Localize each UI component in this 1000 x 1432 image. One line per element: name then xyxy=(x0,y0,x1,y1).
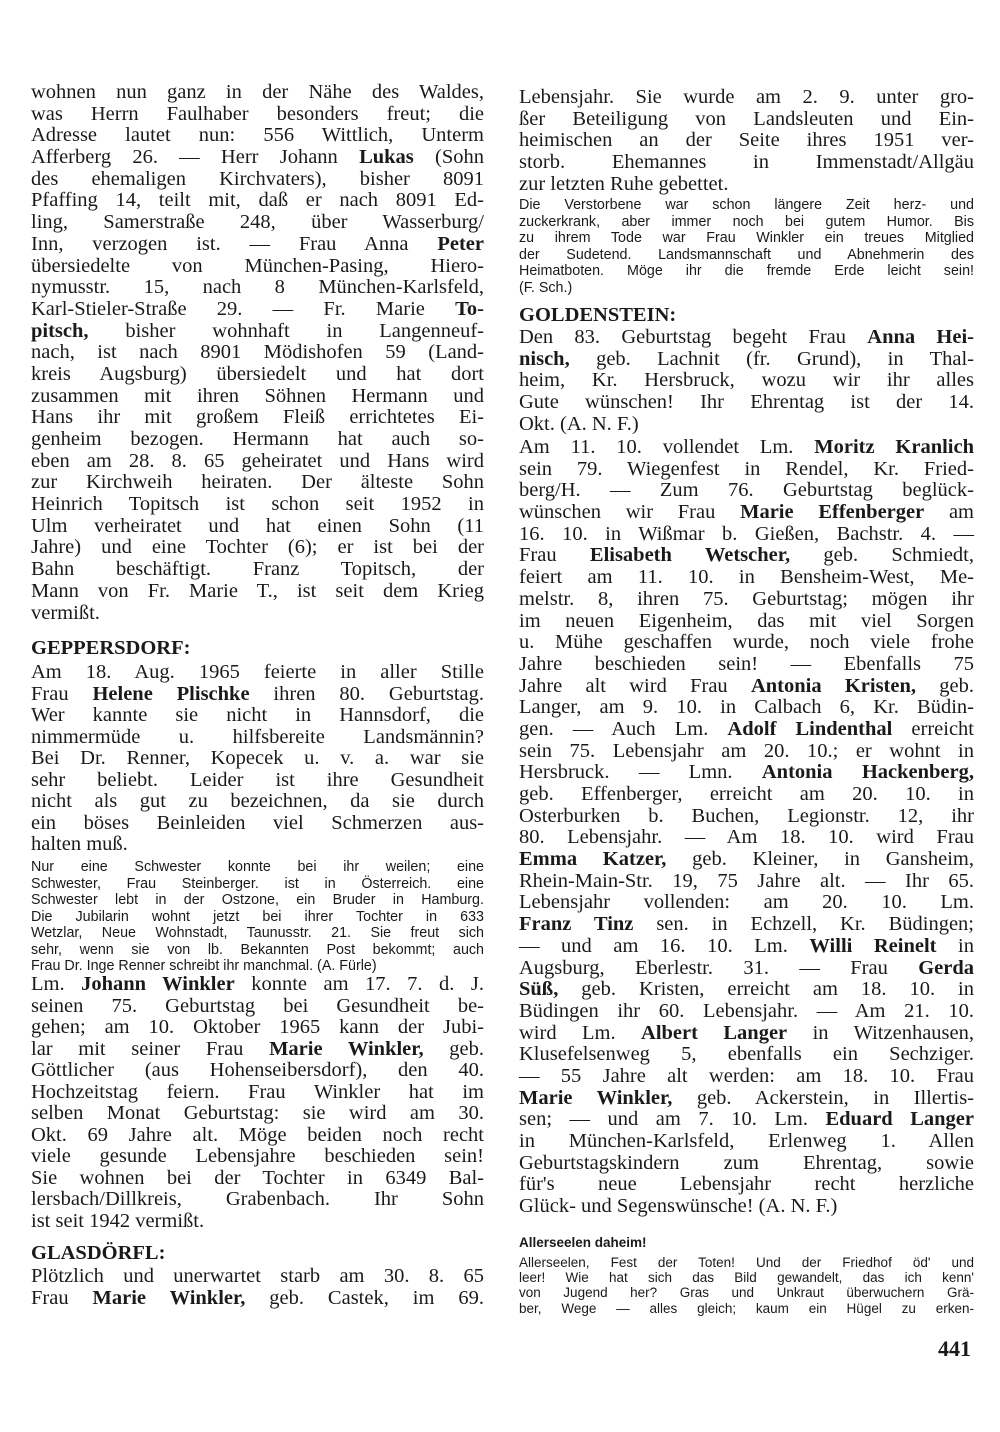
text-line: 16. 10. in Wißmar b. Gießen, Bachstr. 4. — xyxy=(519,522,974,545)
text-line: sein 75. Lebensjahr am 20. 10.; er wohnt in xyxy=(519,739,974,762)
text-segment: (Sohn xyxy=(413,146,485,169)
text-line: leer! Wie hat sich das Bild gewandelt, das ich kenn' xyxy=(519,1270,974,1286)
text-line: Okt. 69 Jahre alt. Möge beiden noch recht xyxy=(31,1123,484,1146)
text-line: ling, Samerstraße 248, über Wasserburg/ xyxy=(31,211,484,234)
text-line: geb. Effenberger, erreicht am 20. 10. in xyxy=(519,783,974,805)
text-line: kreis Augsburg) übersiedelt und hat dort xyxy=(31,362,484,385)
text-line: selben Monat Geburtstag: sie wird am 30. xyxy=(31,1102,484,1124)
text-line: Schwester lebt in der Ostzone, ein Bruder in Hamburg. xyxy=(31,892,484,908)
text-line: wohnen nun ganz in der Nähe des Waldes, xyxy=(31,81,484,103)
text-line: Nur eine Schwester konnte bei ihr weilen; eine xyxy=(31,859,484,875)
text-line: nymusstr. 15, nach 8 München-Karlsfeld, xyxy=(31,276,484,299)
text-line: Lebensjahr vollenden: am 20. 10. Lm. xyxy=(519,891,974,914)
text-line: was Herrn Faulhaber besonders freut; die xyxy=(31,102,484,125)
text-line: melstr. 8, ihren 75. Geburtstag; mögen ihr xyxy=(519,587,974,610)
text-line: Rhein-Main-Str. 19, 75 Jahre alt. — Ihr 65. xyxy=(519,869,974,892)
text-line: Lebensjahr. Sie wurde am 2. 9. unter gro- xyxy=(519,86,974,108)
text-line: Jahre) und eine Tochter (6); er ist bei der xyxy=(31,536,484,559)
bold-name: Marie Winkler, xyxy=(92,1286,246,1309)
text-line xyxy=(519,849,974,871)
poem-allerseelen xyxy=(519,1255,974,1316)
bold-name: nisch, xyxy=(519,347,570,370)
text-line xyxy=(31,234,484,256)
text-line: des ehemaligen Kirchvaters), bisher 8091 xyxy=(31,167,484,190)
text-line: Wetzlar, Neue Wohnstadt, Taunusstr. 21. Sie freut sich xyxy=(31,925,484,941)
heading-glasdoerfl: GLASDÖRFL: xyxy=(31,1242,166,1264)
text-line: übersiedelte von München-Pasing, Hiero- xyxy=(31,254,484,277)
bold-name: Franz Tinz xyxy=(519,913,634,936)
text-line xyxy=(519,979,974,1001)
page-number: 441 xyxy=(938,1336,971,1361)
text-line: Sie wohnen bei der Tochter in 6349 Bal- xyxy=(31,1166,484,1189)
text-line xyxy=(519,349,974,371)
text-line: Klusefelsenweg 5, ebenfalls ein Sechziger. xyxy=(519,1043,974,1066)
text-segment: geb. Kristen, erreicht am 18. 10. in xyxy=(558,978,974,1001)
text-segment: sen. in Echzell, Kr. Büdingen; xyxy=(633,913,974,936)
text-segment: Inn, verzogen ist. — Frau Anna xyxy=(31,232,438,255)
text-segment: wünschen wir Frau xyxy=(519,501,741,524)
text-line: Adresse lautet nun: 556 Wittlich, Unterm xyxy=(31,124,484,147)
text-line: Bei Dr. Renner, Kopecek u. v. a. war sie xyxy=(31,747,484,769)
text-line: Frau Dr. Inge Renner schreibt ihr manchmal. (A. Fürle) xyxy=(31,958,377,974)
heading-goldenstein: GOLDENSTEIN: xyxy=(519,304,677,326)
text-line xyxy=(519,327,974,349)
text-line xyxy=(519,1109,974,1131)
text-line: u. Mühe geschaffen wurde, noch viele frohe xyxy=(519,631,974,654)
heading-allerseelen: Allerseelen daheim! xyxy=(519,1235,647,1250)
text-line xyxy=(31,147,484,169)
text-line: Osterburken b. Buchen, Legionstr. 12, ihr xyxy=(519,804,974,827)
text-line: für's neue Lebensjahr recht herzliche xyxy=(519,1173,974,1196)
text-line: Pfaffing 14, teilt mit, daß er nach 8091 Ed- xyxy=(31,189,484,212)
bold-name: Albert Langer xyxy=(641,1021,788,1044)
text-segment: geb. Lachnit (fr. Grund), in Thal- xyxy=(569,347,974,370)
text-line: zur Kirchweih heiraten. Der älteste Sohn xyxy=(31,471,484,494)
text-line: berg/H. — Zum 76. Geburtstag beglück- xyxy=(519,479,974,502)
bold-name: Marie Effenberger xyxy=(740,501,925,524)
paragraph-obit-continued xyxy=(519,87,974,195)
text-line: Okt. (A. N. F.) xyxy=(519,412,639,435)
text-line xyxy=(519,914,974,936)
text-line: (F. Sch.) xyxy=(519,279,573,296)
heading-geppersdorf: GEPPERSDORF: xyxy=(31,637,191,659)
text-line: Schwester, Frau Steinberger. ist in Österreich. eine xyxy=(31,875,484,892)
text-segment: — und am 16. 10. Lm. xyxy=(519,934,810,957)
text-line: in München-Karlsfeld, Erlenweg 1. Allen xyxy=(519,1130,974,1152)
text-line: heim, Kr. Hersbruck, wozu wir ihr alles xyxy=(519,369,974,392)
text-segment: Frau xyxy=(31,1286,93,1309)
text-line xyxy=(519,936,974,958)
text-line xyxy=(31,321,484,343)
text-line: der Sudetend. Landsmannschaft und Abnehmerin des xyxy=(519,246,974,263)
text-line: ßer Beteiligung von Landsleuten und Ein- xyxy=(519,107,974,130)
bold-name: Süß, xyxy=(519,978,559,1001)
text-line xyxy=(519,545,974,567)
text-line: Am 18. Aug. 1965 feierte in aller Stille xyxy=(31,661,484,683)
text-segment: Am 11. 10. vollendet Lm. xyxy=(519,436,815,458)
paragraph-marie-winkler-obit xyxy=(31,1266,484,1309)
text-line xyxy=(31,684,484,706)
bold-name: Moritz Kranlich xyxy=(814,436,974,458)
text-line: storb. Ehemannes in Immenstadt/Allgäu xyxy=(519,151,974,174)
text-line xyxy=(519,437,974,459)
text-line: zu ihrem Tode war Frau Winkler ein treues Mitglied xyxy=(519,230,974,246)
paragraph-plischke xyxy=(31,662,484,856)
text-segment: geb. xyxy=(423,1037,484,1060)
bold-name: Antonia Hackenberg, xyxy=(761,761,974,784)
text-line: vermißt. xyxy=(31,601,100,624)
text-line xyxy=(519,719,974,741)
text-line xyxy=(519,958,974,980)
text-line: Mann von Fr. Marie T., ist seit dem Krieg xyxy=(31,579,484,602)
paragraph-birthdays xyxy=(519,437,974,1218)
bold-name: Elisabeth Wetscher, xyxy=(589,544,791,567)
text-line: Hochzeitstag feiern. Frau Winkler hat im xyxy=(31,1080,484,1103)
text-line: Göttlicher (aus Hohenseibersdorf), den 40. xyxy=(31,1059,484,1081)
text-line: Ulm verheiratet und hat einen Sohn (11 xyxy=(31,514,484,537)
text-segment: konnte am 17. 7. d. J. xyxy=(234,973,484,995)
text-line: Büdingen ihr 60. Lebensjahr. — Am 21. 10. xyxy=(519,999,974,1022)
text-segment: Hersbruck. — Lmn. xyxy=(519,761,762,784)
text-segment: bisher wohnhaft in Langenneuf- xyxy=(88,319,484,342)
text-line xyxy=(31,1288,484,1310)
note-fuerle xyxy=(31,859,484,975)
text-line: viele gesunde Lebensjahre beschieden sein! xyxy=(31,1145,484,1167)
note-fsch xyxy=(519,197,974,296)
text-line: im neuen Eigenheim, das mit viel Sorgen xyxy=(519,609,974,632)
text-line: Gute wünschen! Ihr Ehrentag ist der 14. xyxy=(519,391,974,414)
bold-name: Willi Reinelt xyxy=(809,934,937,957)
text-segment: Afferberg 26. — Herr Johann xyxy=(31,146,360,169)
text-line: halten muß. xyxy=(31,833,128,855)
text-line: zusammen mit ihren Söhnen Hermann und xyxy=(31,384,484,407)
text-line: von Jugend her? Gras und Unkraut überwuchern Grä- xyxy=(519,1285,974,1301)
text-segment: Jahre alt wird Frau xyxy=(519,674,751,697)
bold-name: Eduard Langer xyxy=(825,1108,974,1131)
text-line: feiert am 11. 10. in Bensheim-West, Me- xyxy=(519,566,974,589)
text-segment: geb. Kleiner, in Gansheim, xyxy=(666,848,974,871)
text-line: nimmermüde u. hilfsbereite Landsmännin? xyxy=(31,725,484,748)
text-line xyxy=(519,1088,974,1110)
paragraph-johann-winkler xyxy=(31,974,484,1232)
text-segment: in Witzenhausen, xyxy=(787,1021,974,1044)
bold-name: Emma Katzer, xyxy=(519,848,667,871)
text-segment: gen. — Auch Lm. xyxy=(519,717,728,740)
text-line: ist seit 1942 vermißt. xyxy=(31,1209,205,1232)
text-segment: Frau xyxy=(31,682,93,705)
text-line: ein böses Beinleiden viel Schmerzen aus- xyxy=(31,811,484,834)
text-line: Heinrich Topitsch ist schon seit 1952 in xyxy=(31,493,484,516)
text-line: — 55 Jahre alt werden: am 18. 10. Frau xyxy=(519,1064,974,1087)
bold-name: To- xyxy=(455,297,484,320)
bold-name: Gerda xyxy=(918,956,974,979)
text-segment: geb. Schmiedt, xyxy=(790,544,974,567)
text-line: Die Jubilarin wohnt jetzt bei ihrer Tochter in 633 xyxy=(31,908,484,925)
text-segment: ihren 80. Geburtstag. xyxy=(249,682,484,705)
text-segment: Den 83. Geburtstag begeht Frau xyxy=(519,326,868,348)
text-line: genheim bezogen. Hermann hat auch so- xyxy=(31,428,484,450)
text-line: gehen; am 10. Oktober 1965 kann der Jubi- xyxy=(31,1016,484,1038)
text-segment: geb. xyxy=(916,674,974,697)
text-segment: am xyxy=(924,501,975,524)
text-line xyxy=(519,502,974,524)
text-line xyxy=(519,762,974,784)
text-segment: erreicht xyxy=(892,717,974,740)
bold-name: Helene Plischke xyxy=(92,682,250,705)
bold-name: Marie Winkler, xyxy=(519,1086,673,1109)
text-line: Jahre beschieden sein! — Ebenfalls 75 xyxy=(519,652,974,675)
bold-name: pitsch, xyxy=(31,319,89,342)
text-line: nicht als gut zu bezeichnen, da sie durch xyxy=(31,790,484,812)
text-segment: Augsburg, Eberlestr. 31. — Frau xyxy=(519,956,919,979)
text-line: Die Verstorbene war schon längere Zeit herz- und xyxy=(519,197,974,213)
text-segment: Karl-Stieler-Straße 29. — Fr. Marie xyxy=(31,297,456,320)
text-line: Heimatboten. Möge ihr die fremde Erde leicht sein! xyxy=(519,263,974,279)
text-line xyxy=(519,1023,974,1045)
text-line: Allerseelen, Fest der Toten! Und der Friedhof öd' und xyxy=(519,1255,974,1270)
text-line: Wer kannte sie nicht in Hannsdorf, die xyxy=(31,704,484,726)
text-line: zuckerkrank, aber immer noch bei gutem Humor. Bis xyxy=(519,213,974,230)
text-line xyxy=(31,1039,484,1061)
text-line: sein 79. Wiegenfest in Rendel, Kr. Fried- xyxy=(519,457,974,480)
text-segment: sen; — und am 7. 10. Lm. xyxy=(519,1108,826,1131)
bold-name: Lukas xyxy=(359,146,414,169)
text-line: heimischen an der Seite ihres 1951 ver- xyxy=(519,129,974,152)
text-segment: wird Lm. xyxy=(519,1021,642,1044)
bold-name: Anna Hei- xyxy=(867,326,974,348)
bold-name: Marie Winkler, xyxy=(269,1037,424,1060)
text-segment: in xyxy=(936,934,974,957)
text-line: ber, Wege — alles gleich; kaum ein Hügel zu erken- xyxy=(519,1300,974,1316)
text-line: Hans ihr mit großem Fleiß errichtetes Ei- xyxy=(31,406,484,429)
bold-name: Antonia Kristen, xyxy=(750,674,916,697)
text-line xyxy=(519,676,974,698)
text-segment: geb. Castek, im 69. xyxy=(245,1286,484,1309)
text-segment: Frau xyxy=(519,544,590,567)
text-line: 80. Lebensjahr. — Am 18. 10. wird Frau xyxy=(519,826,974,849)
text-segment: geb. Ackerstein, in Illertis- xyxy=(672,1086,974,1109)
paragraph-topitsch xyxy=(31,82,484,624)
text-line: nach, ist nach 8901 Mödishofen 59 (Land- xyxy=(31,341,484,364)
text-line: eben am 28. 8. 65 geheiratet und Hans wird xyxy=(31,449,484,472)
text-line: sehr beliebt. Leider ist ihre Gesundheit xyxy=(31,768,484,791)
text-segment: lar mit seiner Frau xyxy=(31,1037,270,1060)
text-line: Geburtstagskindern zum Ehrentag, sowie xyxy=(519,1151,974,1174)
bold-name: Peter xyxy=(437,232,484,255)
text-line: sehr, wenn sie von lb. Bekannten Post bekommt; auch xyxy=(31,941,484,958)
paragraph-heinisch xyxy=(519,327,974,435)
text-line: zur letzten Ruhe gebettet. xyxy=(519,172,729,195)
text-line: lersbach/Dillkreis, Grabenbach. Ihr Sohn xyxy=(31,1188,484,1210)
text-line xyxy=(31,299,484,321)
text-line: Bahn beschäftigt. Franz Topitsch, der xyxy=(31,558,484,581)
text-segment: Lm. xyxy=(31,973,82,995)
text-line xyxy=(31,974,484,996)
text-line: Plötzlich und unerwartet starb am 30. 8. 65 xyxy=(31,1265,484,1287)
bold-name: Johann Winkler xyxy=(81,973,235,995)
text-line: seinen 75. Geburtstag bei Gesundheit be- xyxy=(31,994,484,1017)
text-line: Glück- und Segenswünsche! (A. N. F.) xyxy=(519,1195,838,1218)
bold-name: Adolf Lindenthal xyxy=(727,717,893,740)
text-line: Langer, am 9. 10. in Calbach 6, Kr. Büdin- xyxy=(519,696,974,719)
